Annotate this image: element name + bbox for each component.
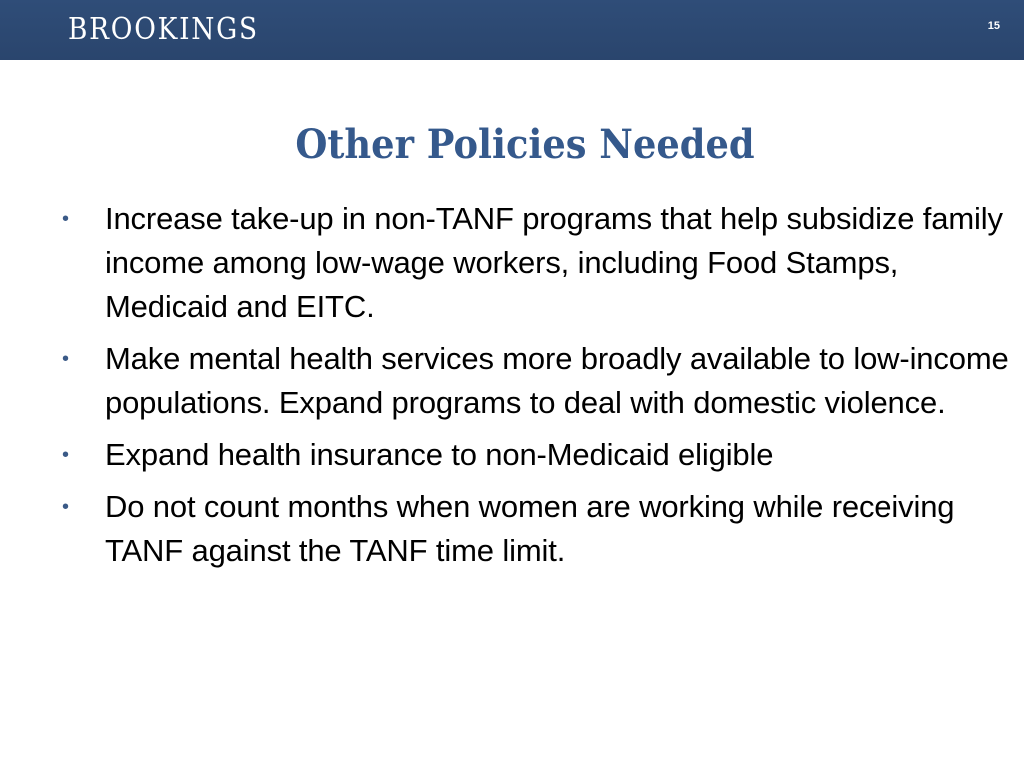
bullet-text: Do not count months when women are working while receiving TANF against the TANF time limit. — [105, 489, 955, 568]
brookings-logo: BROOKINGS — [68, 12, 259, 47]
bullet-text: Make mental health services more broadly available to low-income populations. Expand programs to deal with domestic violence. — [105, 341, 1009, 420]
bullet-icon: • — [62, 496, 69, 518]
bullet-icon: • — [62, 208, 69, 230]
bullet-item — [60, 197, 1010, 329]
bullet-list — [60, 197, 1010, 581]
page-number: 15 — [987, 20, 1000, 32]
bullet-item — [60, 485, 1010, 573]
bullet-text: Expand health insurance to non-Medicaid eligible — [105, 437, 774, 472]
bullet-text: Increase take-up in non-TANF programs that help subsidize family income among low-wage workers, including Food Stamps, Medicaid and EITC. — [105, 201, 1003, 324]
bullet-item — [60, 337, 1010, 425]
bullet-icon: • — [62, 348, 69, 370]
header-bar — [0, 0, 1024, 60]
slide-title: Other Policies Needed — [295, 120, 755, 168]
bullet-item — [60, 433, 1010, 477]
bullet-icon: • — [62, 444, 69, 466]
